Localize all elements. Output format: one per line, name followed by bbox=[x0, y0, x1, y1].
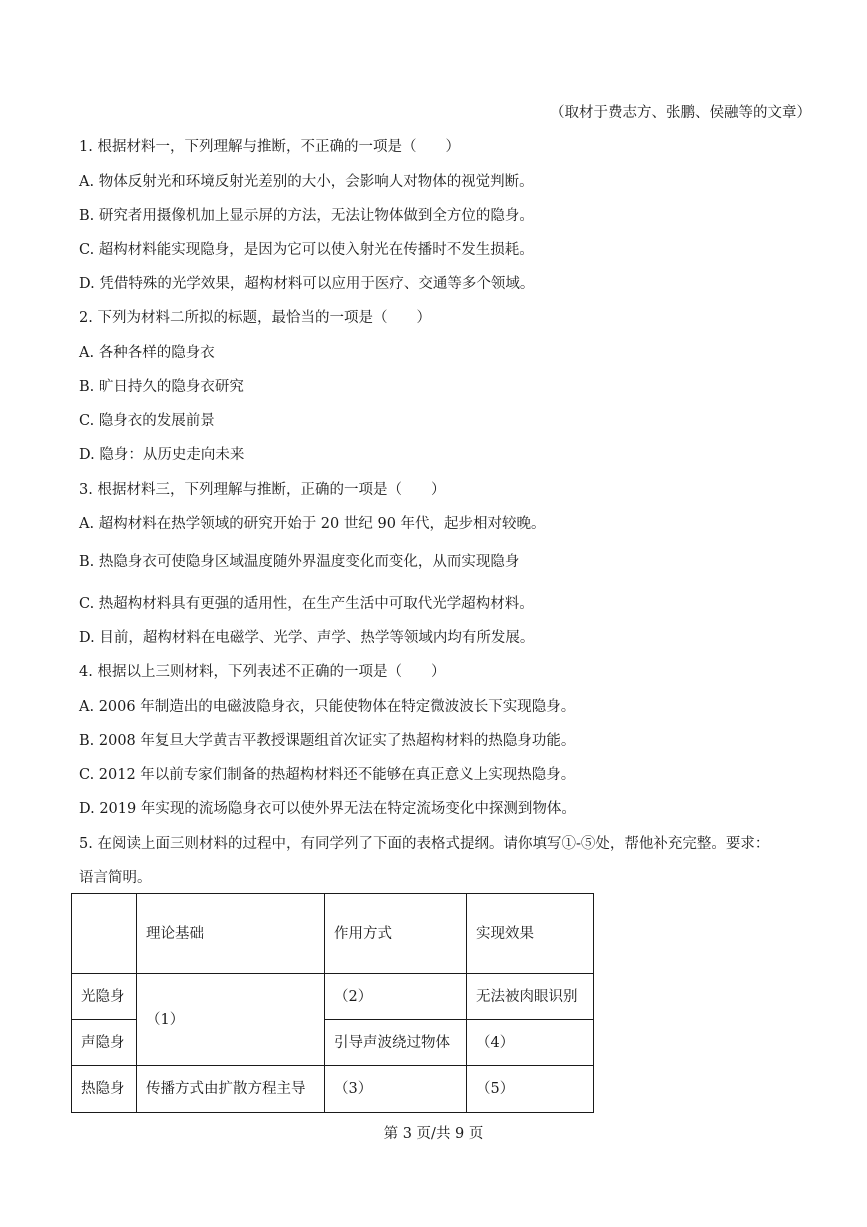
table-header-method: 作用方式 bbox=[325, 894, 467, 974]
method-cell: 引导声波绕过物体 bbox=[325, 1020, 467, 1066]
question-5-requirement: 语言简明。 bbox=[79, 870, 152, 886]
table-row bbox=[72, 1066, 594, 1113]
question-4-option-c: C. 2012 年以前专家们制备的热超构材料还不能够在真正意义上实现热隐身。 bbox=[79, 767, 576, 783]
row-label: 声隐身 bbox=[72, 1020, 137, 1066]
blank-cell-3: （3） bbox=[325, 1066, 467, 1113]
question-3-option-c: C. 热超构材料具有更强的适用性，在生产生活中可取代光学超构材料。 bbox=[79, 596, 534, 612]
blank-cell-2: （2） bbox=[325, 974, 467, 1020]
table-header-basis: 理论基础 bbox=[137, 894, 325, 974]
question-2-option-b: B. 旷日持久的隐身衣研究 bbox=[79, 379, 244, 395]
question-1-option-c: C. 超构材料能实现隐身，是因为它可以使入射光在传播时不发生损耗。 bbox=[79, 242, 534, 258]
effect-cell: 无法被肉眼识别 bbox=[467, 974, 594, 1020]
question-2-option-c: C. 隐身衣的发展前景 bbox=[79, 413, 215, 429]
blank-cell-4: （4） bbox=[467, 1020, 594, 1066]
question-4-option-d: D. 2019 年实现的流场隐身衣可以使外界无法在特定流场变化中探测到物体。 bbox=[79, 801, 576, 817]
question-3-option-a: A. 超构材料在热学领域的研究开始于 20 世纪 90 年代，起步相对较晚。 bbox=[79, 516, 546, 532]
question-3-option-b: B. 热隐身衣可使隐身区域温度随外界温度变化而变化，从而实现隐身 bbox=[79, 554, 520, 570]
question-1-option-d: D. 凭借特殊的光学效果，超构材料可以应用于医疗、交通等多个领域。 bbox=[79, 276, 535, 292]
table-header-effect: 实现效果 bbox=[467, 894, 594, 974]
question-1-option-a: A. 物体反射光和环境反射光差别的大小，会影响人对物体的视觉判断。 bbox=[79, 174, 534, 190]
question-1-stem: 1. 根据材料一，下列理解与推断，不正确的一项是（ ） bbox=[79, 139, 460, 155]
question-3-option-d: D. 目前，超构材料在电磁学、光学、声学、热学等领域内均有所发展。 bbox=[79, 630, 535, 646]
table-header-empty bbox=[72, 894, 137, 974]
question-4-stem: 4. 根据以上三则材料，下列表述不正确的一项是（ ） bbox=[79, 664, 446, 680]
question-4-option-a: A. 2006 年制造出的电磁波隐身衣，只能使物体在特定微波波长下实现隐身。 bbox=[79, 699, 576, 715]
basis-cell: 传播方式由扩散方程主导 bbox=[137, 1066, 325, 1113]
source-note: （取材于费志方、张鹏、侯融等的文章） bbox=[550, 105, 811, 121]
outline-table bbox=[71, 893, 594, 1113]
question-4-option-b: B. 2008 年复旦大学黄吉平教授课题组首次证实了热超构材料的热隐身功能。 bbox=[79, 733, 576, 749]
question-2-option-a: A. 各种各样的隐身衣 bbox=[79, 345, 215, 361]
question-1-option-b: B. 研究者用摄像机加上显示屏的方法，无法让物体做到全方位的隐身。 bbox=[79, 208, 534, 224]
row-label: 光隐身 bbox=[72, 974, 137, 1020]
table-row bbox=[72, 974, 594, 1020]
page-footer: 第 3 页/共 9 页 bbox=[383, 1126, 484, 1142]
question-3-stem: 3. 根据材料三，下列理解与推断，正确的一项是（ ） bbox=[79, 482, 446, 498]
row-label: 热隐身 bbox=[72, 1066, 137, 1113]
question-5-stem: 5. 在阅读上面三则材料的过程中，有同学列了下面的表格式提纲。请你填写①-⑤处，帮他补充完整。要求： bbox=[79, 836, 770, 852]
blank-cell-1: （1） bbox=[137, 974, 325, 1066]
table-header-row bbox=[72, 894, 594, 974]
blank-cell-5: （5） bbox=[467, 1066, 594, 1113]
question-2-stem: 2. 下列为材料二所拟的标题，最恰当的一项是（ ） bbox=[79, 310, 431, 326]
question-2-option-d: D. 隐身：从历史走向未来 bbox=[79, 447, 245, 463]
